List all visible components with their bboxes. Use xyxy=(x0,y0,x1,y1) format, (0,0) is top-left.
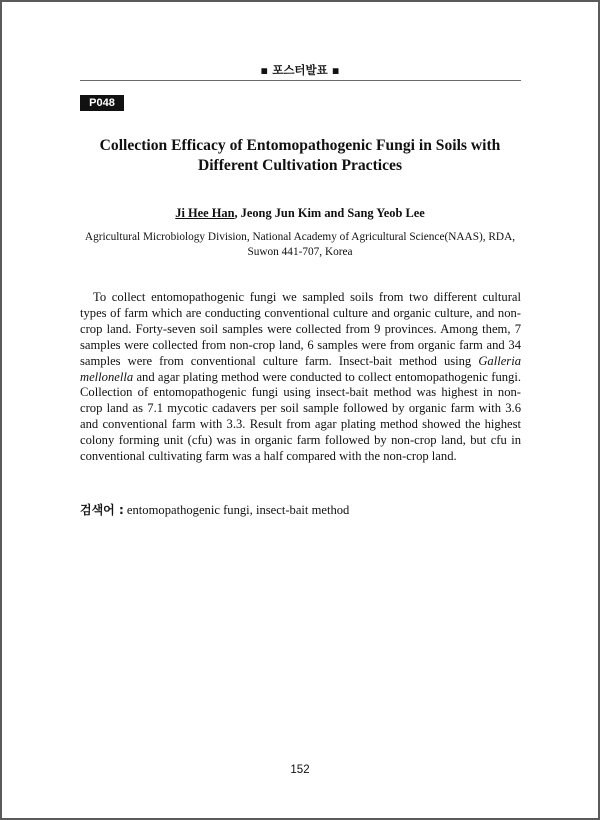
keywords xyxy=(80,501,521,518)
affiliation-line: Agricultural Microbiology Division, National Academy of Agricultural Science(NAAS), RDA, xyxy=(84,231,516,243)
species-name: Galleria mellonella xyxy=(80,353,521,384)
header-divider xyxy=(80,80,521,81)
page-number: 152 xyxy=(290,764,310,776)
presenting-author: Ji Hee Han xyxy=(175,206,235,220)
paper-title: Collection Efficacy of Entomopathogenic Fungi in Soils with Different Cultivation Practices xyxy=(99,137,501,174)
affiliation-line: Suwon 441-707, Korea xyxy=(247,245,353,258)
abstract-text: and agar plating method were conducted to collect entomopathogenic fungi. Collection of entomopathogenic fungi using insect-bait method was highest in non-crop land as 7.1 mycotic cadavers per soil sample followed by organic farm with 3.6 and conventional farm with 3.3. Result from agar plating method showed the highest colony forming unit (cfu) was in organic farm followed by non-crop land, but cfu in conventional cultivating farm was a half compared with the non-crop land. xyxy=(80,369,521,464)
keywords-text: entomopathogenic fungi, insect-bait method xyxy=(123,503,350,517)
abstract xyxy=(80,290,521,465)
keywords-label: 검색어 : xyxy=(80,503,124,517)
abstract-paragraph xyxy=(80,290,521,465)
affiliation xyxy=(80,230,520,259)
abstract-text: To collect entomopathogenic fungi we sampled soils from two different cultural types of farm which are conducting conventional culture and organic culture, and non-crop land. Forty-seven soil samples were collected from 9 provinces. Among them, 7 samples were collected from non-crop land, 6 samples were from organic farm and 34 samples were from conventional culture farm. Insect-bait method using xyxy=(80,290,521,368)
section-header: ▪ 포스터발표 ▪ xyxy=(260,63,340,77)
authors xyxy=(80,206,520,221)
poster-code-badge: P048 xyxy=(80,95,124,111)
co-authors: , Jeong Jun Kim and Sang Yeob Lee xyxy=(234,206,425,220)
